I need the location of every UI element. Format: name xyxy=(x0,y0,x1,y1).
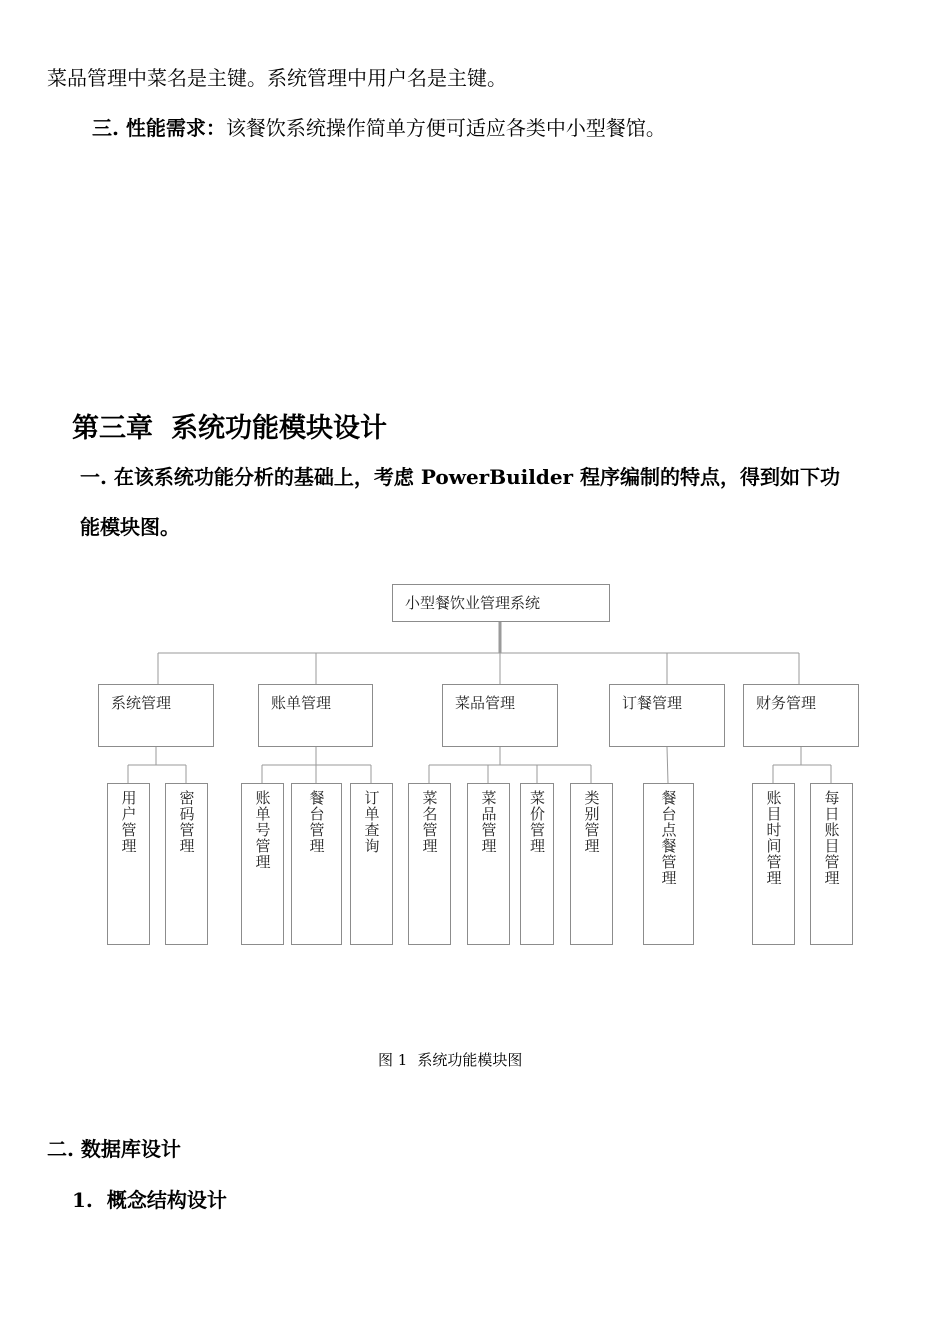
intro-line-1: 一. 在该系统功能分析的基础上，考虑 PowerBuilder 程序编制的特点，得到如下功 xyxy=(80,465,841,489)
leaf-label: 用户管理 xyxy=(119,790,138,854)
leaf-box-dish-name xyxy=(408,783,451,945)
leaf-box-daily-account xyxy=(810,783,853,945)
figure-title: 系统功能模块图 xyxy=(417,1051,523,1069)
leaf-box-password xyxy=(165,783,208,945)
leaf-label: 账单号管理 xyxy=(253,790,272,870)
leaf-box-table-ordering xyxy=(643,783,694,945)
performance-text: 该餐饮系统操作简单方便可适应各类中小型餐馆。 xyxy=(225,116,666,140)
leaf-box-category xyxy=(570,783,613,945)
section-heading-database: 二. 数据库设计 xyxy=(47,1137,181,1161)
leaf-box-table xyxy=(291,783,342,945)
chapter-number: 第三章 xyxy=(72,413,153,444)
chapter-heading xyxy=(72,406,387,445)
intro-line-2: 能模块图。 xyxy=(80,515,180,539)
module-label: 菜品管理 xyxy=(455,694,516,712)
leaf-box-dish-price xyxy=(520,783,554,945)
performance-label: 三. 性能需求： xyxy=(92,116,226,140)
leaf-label: 菜品管理 xyxy=(479,790,498,854)
leaf-label: 餐台点餐管理 xyxy=(659,790,678,886)
leaf-box-order-query xyxy=(350,783,393,945)
leaf-label: 密码管理 xyxy=(177,790,196,854)
subsection-number: 1. xyxy=(72,1188,93,1212)
figure-number: 图 1 xyxy=(378,1051,408,1069)
connector-leaf-drop-3-0 xyxy=(667,747,668,783)
leaf-label: 菜价管理 xyxy=(528,790,546,854)
leaf-label: 类别管理 xyxy=(582,790,601,854)
leaf-label: 账目时间管理 xyxy=(764,790,783,886)
leaf-label: 每日账目管理 xyxy=(822,790,841,886)
chapter-title: 系统功能模块设计 xyxy=(171,413,387,444)
leaf-box-account-time xyxy=(752,783,795,945)
module-label: 系统管理 xyxy=(111,694,172,712)
module-label: 财务管理 xyxy=(756,694,817,712)
module-label: 订餐管理 xyxy=(622,694,683,712)
diagram-root-label: 小型餐饮业管理系统 xyxy=(405,594,541,612)
module-box-dish xyxy=(442,684,558,747)
leaf-box-bill-number xyxy=(241,783,284,945)
module-label: 账单管理 xyxy=(271,694,332,712)
subsection-title: 概念结构设计 xyxy=(106,1188,227,1212)
diagram-root-box xyxy=(392,584,610,622)
module-box-system xyxy=(98,684,214,747)
figure-caption xyxy=(378,1049,522,1070)
module-box-order xyxy=(609,684,725,747)
paragraph-performance xyxy=(92,112,666,141)
subsection-heading-concept xyxy=(72,1184,227,1213)
module-box-bill xyxy=(258,684,373,747)
module-box-finance xyxy=(743,684,859,747)
leaf-label: 订单查询 xyxy=(362,790,381,854)
leaf-label: 菜名管理 xyxy=(420,790,439,854)
paragraph-primary-keys: 菜品管理中菜名是主键。系统管理中用户名是主键。 xyxy=(47,66,507,90)
leaf-box-dish-item xyxy=(467,783,510,945)
leaf-box-user xyxy=(107,783,150,945)
leaf-label: 餐台管理 xyxy=(307,790,326,854)
